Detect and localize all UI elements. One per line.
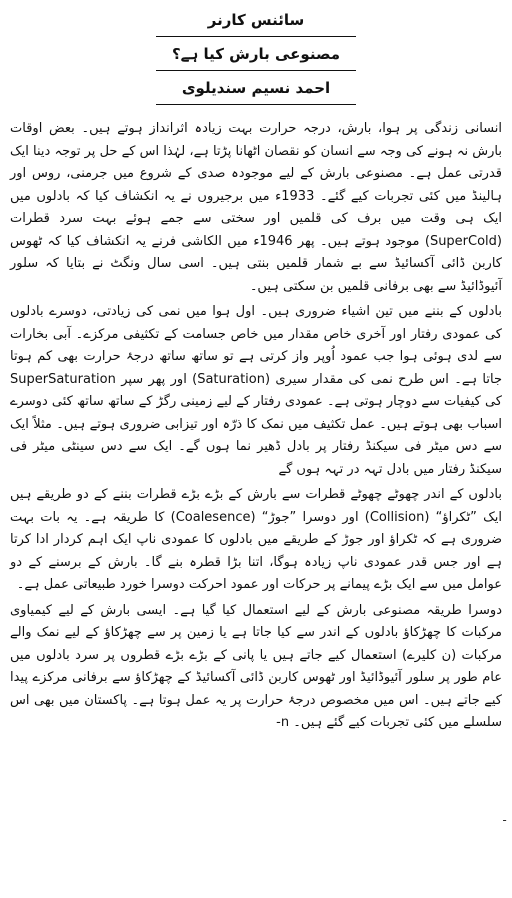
- header-rule-bottom: [156, 104, 356, 105]
- paragraph-3: بادلوں کے اندر چھوٹے چھوٹے قطرات سے بارش کے بڑے بڑے قطرات بننے کے دو طریقے ہیں ایک ”ٹکراؤ“ (Collision) اور دوسرا ”جوڑ“ (Coalesence) کا طریقہ ہے۔ یہ بات بہت ضروری ہے کہ ٹکراؤ اور جوڑ کے طریقے میں بادلوں کا عمودی ناپ ایک اہم کردار ادا کرتا ہے اور جس قدر عمودی ناپ زیادہ ہوگا، اتنا بڑا قطرہ بنے گا۔ بارش کے برسنے کے دو عوامل میں سے ایک بڑے پیمانے پر حرکات اور عمود احرکت دوسرا خورد طبیعاتی عمل ہے۔: [10, 487, 502, 592]
- paragraph-1: انسانی زندگی پر ہوا، بارش، درجہ حرارت بہت زیادہ اثرانداز ہوتے ہیں۔ بعض اوقات بارش نہ ہونے کی وجہ سے انسان کو نقصان اٹھانا پڑتا ہے، لہٰذا اس کے حل پر توجہ دینا ایک قدرتی عمل ہے۔ مصنوعی بارش کے لیے موجودہ صدی کے شروع میں جرمنی، روس اور ہالینڈ میں کئی تجربات کیے گئے۔ 1933ء میں برجیروں نے یہ انکشاف کیا کہ بادلوں میں ایک ہی وقت میں برف کی قلمیں اور سختی سے جمے ہوئے بہت سرد قطرات (SuperCold) موجود ہوتے ہیں۔ پھر 1946ء میں الکاشی فرنے یہ انکشاف کیا کہ ٹھوس کاربن ڈائی آکسائیڈ سے بے شمار قلمیں بنتی ہیں۔ اسی سال ونگٹ نے بتایا کہ سلور آئیوڈائیڈ سے بھی برفانی قلمیں بن سکتی ہیں۔: [10, 121, 502, 294]
- article-body: [0, 110, 512, 735]
- header-rule-top: [156, 36, 356, 37]
- paragraph-2: بادلوں کے بننے میں تین اشیاء ضروری ہیں۔ اول ہوا میں نمی کی زیادتی، دوسرے بادلوں کی عمودی رفتار اور آخری خاص مقدار میں خاص جسامت کے تکثیفی مرکزے۔ آبی بخارات سے لدی ہوئی ہوا جب عمود اُوپر واز کرتی ہے تو ساتھ ساتھ درجۂ حرارت بھی کم ہوتا جاتا ہے۔ اس طرح نمی کی مقدار سیری (Saturation) اور پھر سپر SuperSaturation کی کیفیات سے دوچار ہوتی ہے۔ عمودی رفتار کے لیے زمینی رگڑ کے ساتھ ساتھ کئی دوسرے اسباب بھی ہوتے ہیں۔ عمل تکثیف میں نمک کا ذرّہ اور تیزابی ضروری ہوتے ہیں۔ مثلاً ایک سے دس میٹر فی سیکنڈ رفتار پر بادل ڈھیر نما ہوں گے۔ ایک سے دس سینٹی میٹر فی سیکنڈ رفتار میں بادل تہہ در تہہ ہوں گے: [10, 304, 502, 477]
- author-name: احمد نسیم سندیلوی: [181, 79, 331, 97]
- paragraph-4: دوسرا طریقہ مصنوعی بارش کے لیے استعمال کیا گیا ہے۔ ایسی بارش کے لیے کیمیاوی مرکبات کا چھڑکاؤ بادلوں کے اندر سے کیا جاتا ہے یا زمین پر سے چھڑکاؤ کے لیے نمک والے مرکبات (ن کلیرے) استعمال کیے جاتے ہیں یا پانی کے بڑے بڑے قطروں پر سرد بادلوں میں عام طور پر سلور آئیوڈائیڈ اور ٹھوس کاربن ڈائی آکسائیڈ کے چھڑکاؤ سے برفانی مرکزے پیدا کیے جاتے ہیں۔ اس میں مخصوص درجۂ حرارت پر یہ عمل ہوتا ہے۔ پاکستان میں بھی اس سلسلے میں کئی تجربات کیے گئے ہیں۔ n-: [10, 602, 502, 730]
- stray-mark: ـ: [503, 813, 506, 824]
- article-header: [0, 0, 512, 105]
- header-rule-middle: [156, 70, 356, 71]
- section-name: سائنس کارنر: [207, 11, 305, 29]
- article-title: مصنوعی بارش کیا ہے؟: [171, 45, 341, 63]
